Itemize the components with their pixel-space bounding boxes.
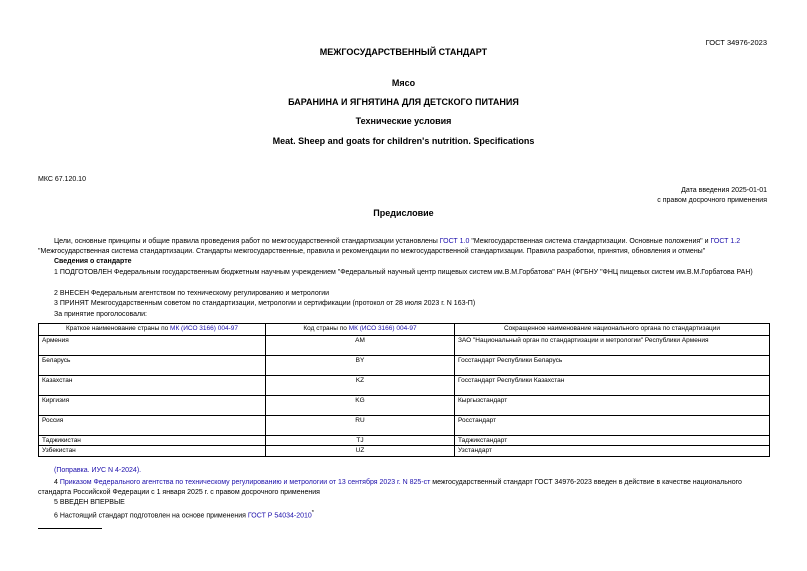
table-row — [39, 416, 770, 436]
title-en: Meat. Sheep and goats for children's nutrition. Specifications — [272, 136, 535, 146]
code-cell: KG — [266, 396, 455, 416]
document-number: ГОСТ 34976-2023 — [705, 38, 767, 47]
table-header-row — [39, 324, 770, 336]
goals-text: "Межгосударственная система стандартизации. Стандарты межгосударственные, правила и рекомендации по межгосударственной стандартизации. Правила разработки, принятия, обновления и отмены" — [38, 248, 706, 255]
preface-heading: Предисловие — [373, 208, 434, 218]
footnote-divider — [38, 528, 102, 529]
info-heading: Сведения о стандарте — [54, 258, 132, 265]
table-row — [39, 336, 770, 356]
gost-1-0-link[interactable]: ГОСТ 1.0 — [439, 238, 470, 245]
body-cell: Кыргызстандарт — [455, 396, 770, 416]
body-cell: Таджикстандарт — [455, 436, 770, 446]
category: Мясо — [391, 78, 416, 88]
body-cell: Росстандарт — [455, 416, 770, 436]
goals-paragraph — [38, 237, 770, 257]
country-cell: Узбекистан — [39, 446, 266, 457]
voted-label: За принятие проголосовали: — [54, 311, 147, 318]
header-text: Краткое наименование страны по — [66, 325, 171, 332]
code-cell: RU — [266, 416, 455, 436]
goals-text: "Межгосударственная система стандартизации. Основные положения" и — [469, 238, 711, 245]
intro-date: Дата введения 2025-01-01 — [681, 187, 767, 194]
title-ru: БАРАНИНА И ЯГНЯТИНА ДЛЯ ДЕТСКОГО ПИТАНИЯ — [288, 97, 519, 107]
country-cell: Киргизия — [39, 396, 266, 416]
amendment-link[interactable]: (Поправка. ИУС N 4-2024). — [54, 467, 142, 474]
table-row — [39, 396, 770, 416]
body-cell: Узстандарт — [455, 446, 770, 457]
table-row — [39, 436, 770, 446]
body-cell: Госстандарт Республики Беларусь — [455, 356, 770, 376]
gost-r-54034-link[interactable]: ГОСТ Р 54034-2010 — [247, 512, 312, 520]
goals-text: Цели, основные принципы и общие правила проведения работ по межгосударственной стандартизации установлены — [54, 238, 440, 245]
early-application: с правом досрочного применения — [657, 197, 767, 204]
item-6 — [54, 510, 314, 519]
code-cell: UZ — [266, 446, 455, 457]
gost-1-2-link[interactable]: ГОСТ 1.2 — [710, 238, 741, 245]
country-cell: Казахстан — [39, 376, 266, 396]
country-cell: Россия — [39, 416, 266, 436]
table-row — [39, 446, 770, 457]
table-row — [39, 356, 770, 376]
standard-type: МЕЖГОСУДАРСТВЕННЫЙ СТАНДАРТ — [319, 47, 488, 57]
item-6-text: 6 Настоящий стандарт подготовлен на основе применения — [54, 512, 248, 520]
header-code — [266, 324, 455, 336]
header-text: Код страны по — [303, 325, 349, 332]
code-cell: BY — [266, 356, 455, 376]
code-cell: TJ — [266, 436, 455, 446]
item-5: 5 ВВЕДЕН ВПЕРВЫЕ — [54, 499, 125, 506]
item-1: 1 ПОДГОТОВЛЕН Федеральным государственным бюджетным научным учреждением "Федеральный научный центр пищевых систем им.В.М.Горбатова" РАН (ФГБНУ "ФНЦ пищевых систем им.В.М.Горбатова РАН) — [54, 269, 753, 276]
item-3: 3 ПРИНЯТ Межгосударственным советом по стандартизации, метрологии и сертификации (протокол от 28 июля 2023 г. N 163-П) — [54, 300, 476, 307]
header-country — [39, 324, 266, 336]
body-cell: Госстандарт Республики Казахстан — [455, 376, 770, 396]
order-link[interactable]: Приказом Федерального агентства по техническому регулированию и метрологии от 13 сентября 2023 г. N 825-ст — [59, 479, 431, 486]
country-cell: Беларусь — [39, 356, 266, 376]
code-cell: KZ — [266, 376, 455, 396]
code-cell: AM — [266, 336, 455, 356]
country-cell: Таджикистан — [39, 436, 266, 446]
footnote-marker: * — [311, 510, 315, 516]
item-4 — [38, 478, 770, 498]
item-2: 2 ВНЕСЕН Федеральным агентством по техническому регулированию и метрологии — [54, 290, 330, 297]
mks-code: МКС 67.120.10 — [38, 176, 86, 183]
member-states-table — [38, 323, 770, 457]
table-row — [39, 376, 770, 396]
country-cell: Армения — [39, 336, 266, 356]
mk-iso-link[interactable]: МК (ИСО 3166) 004-97 — [348, 325, 417, 332]
mk-iso-link[interactable]: МК (ИСО 3166) 004-97 — [170, 325, 238, 332]
item-4-text: межгосударственный стандарт ГОСТ 34976-2023 введен в действие в качестве национального стандарта Российской Федерации с 1 января 2025 г. с правом досрочного применения — [38, 479, 742, 496]
body-cell: ЗАО "Национальный орган по стандартизации и метрологии" Республики Армения — [455, 336, 770, 356]
header-body: Сокращенное наименование национального органа по стандартизации — [455, 324, 770, 336]
subtitle-ru: Технические условия — [355, 116, 452, 126]
item-4-number: 4 — [54, 479, 60, 486]
